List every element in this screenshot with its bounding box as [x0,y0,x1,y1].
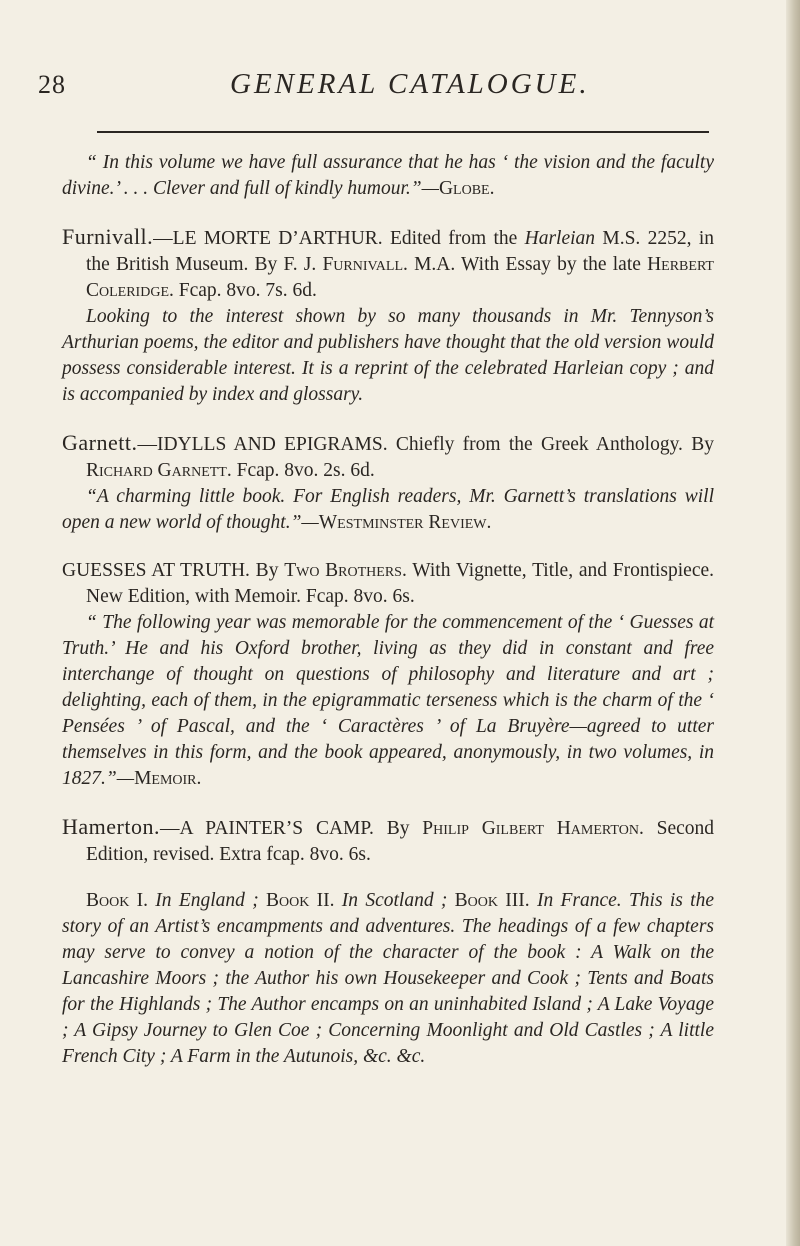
entry-price: . Second Edition, revised. Extra fcap. 8vo. 6s. [86,818,715,865]
memoir-text: “ The following year was memorable for the commencement of the ‘ Guesses at Truth.’ He and his Oxford brother, living as they did in constant and free interchange of thought on questions of philosophy and literature and art ; delighting, each of them, in the epigrammatic terseness which is the charm of the ‘ Pensées ’ of Pascal, and the ‘ Caractères ’ of La Bruyère—agreed to utter themselves in this form, and the book appeared, anonymously, in two volumes, in 1827.”— [62,612,714,789]
entry-price: . Fcap. 8vo. 2s. 6d. [226,460,375,481]
entry-price: . Fcap. 8vo. 7s. 6d. [169,280,317,301]
entry-editor: Furnivall [322,254,404,275]
entry-text: —A PAINTER’S CAMP. By [159,818,423,839]
page-header [38,70,718,110]
entry-garnett-review [62,484,714,536]
entry-author-name: Philip Gilbert Hamerton [422,818,639,839]
memoir-source: Memoir. [134,768,202,789]
page-edge-shadow [786,0,800,1246]
entry-guesses [62,558,714,610]
review-source: Globe. [438,178,495,199]
entry-author: Furnivall. [62,224,154,249]
entry-authors: Two Brothers [284,560,402,581]
entry-author: Garnett. [62,430,138,455]
review-source: Westminster Review. [318,512,492,533]
catalogue-entries [62,150,714,1070]
entry-text: . M.A. With Essay by the late [403,254,648,275]
running-title: GENERAL CATALOGUE. [230,68,590,100]
book-two-label: Book II. [266,890,335,911]
entry-text: —LE MORTE D’ARTHUR. Edited from the [153,228,525,249]
book-one-title: In England ; [148,890,266,911]
entry-hamerton [62,814,714,868]
book-one-label: Book I. [86,890,148,911]
book-three-label: Book III. [454,890,530,911]
review-text: “ In this volume we have full assurance that he has ‘ the vision and the faculty divine.’ . . . Clever and full of kindly humour.”— [62,152,714,199]
header-rule [97,131,709,133]
entry-guesses-memoir [62,610,714,792]
entry-furnivall-note: Looking to the interest shown by so many thousands in Mr. Tennyson’s Arthurian poems, the editor and publishers have thought that the old version would possess considerable interest. It is a reprint of the celebrated Harleian copy ; and is accompanied by index and glossary. [62,306,714,405]
entry-title: GUESSES AT TRUTH. [62,560,250,581]
entry-hamerton-note: This is the story of an Artist’s encampments and adventures. The headings of a few chapters may serve to convey a notion of the character of the book : A Walk on the Lancashire Moors ; the Author his own Housekeeper and Cook ; Tents and Boats for the Highlands ; The Author encamps on an uninhabited Island ; A Lake Voyage ; A Gipsy Journey to Glen Coe ; Concerning Moonlight and Old Castles ; A little French City ; A Farm in the Autunois, &c. &c. [62,890,714,1067]
entry-text-italic: Harleian [524,228,596,249]
entry-editor: Richard Garnett [86,460,227,481]
review-text: “A charming little book. For English readers, Mr. Garnett’s translations will open a new world of thought.”— [62,486,714,533]
entry-furnivall [62,224,714,304]
entry-author: Hamerton. [62,814,160,839]
entry-text: M.S. 2252, in the British Museum. By F. J. [86,228,715,275]
entry-hamerton-contents [62,888,714,1070]
book-three-title: In France. [529,890,622,911]
entry-text: By [249,560,285,581]
page-number: 28 [38,70,66,99]
globe-review-quote [62,150,714,202]
book-two-title: In Scotland ; [334,890,455,911]
entry-price: . With Vignette, Title, and Frontispiece. New Edition, with Memoir. Fcap. 8vo. 6s. [86,560,714,607]
entry-garnett [62,430,714,484]
entry-text: —IDYLLS AND EPIGRAMS. Chiefly from the Greek Anthology. By [137,434,714,455]
entry-essayist: Herbert Coleridge [86,254,714,301]
